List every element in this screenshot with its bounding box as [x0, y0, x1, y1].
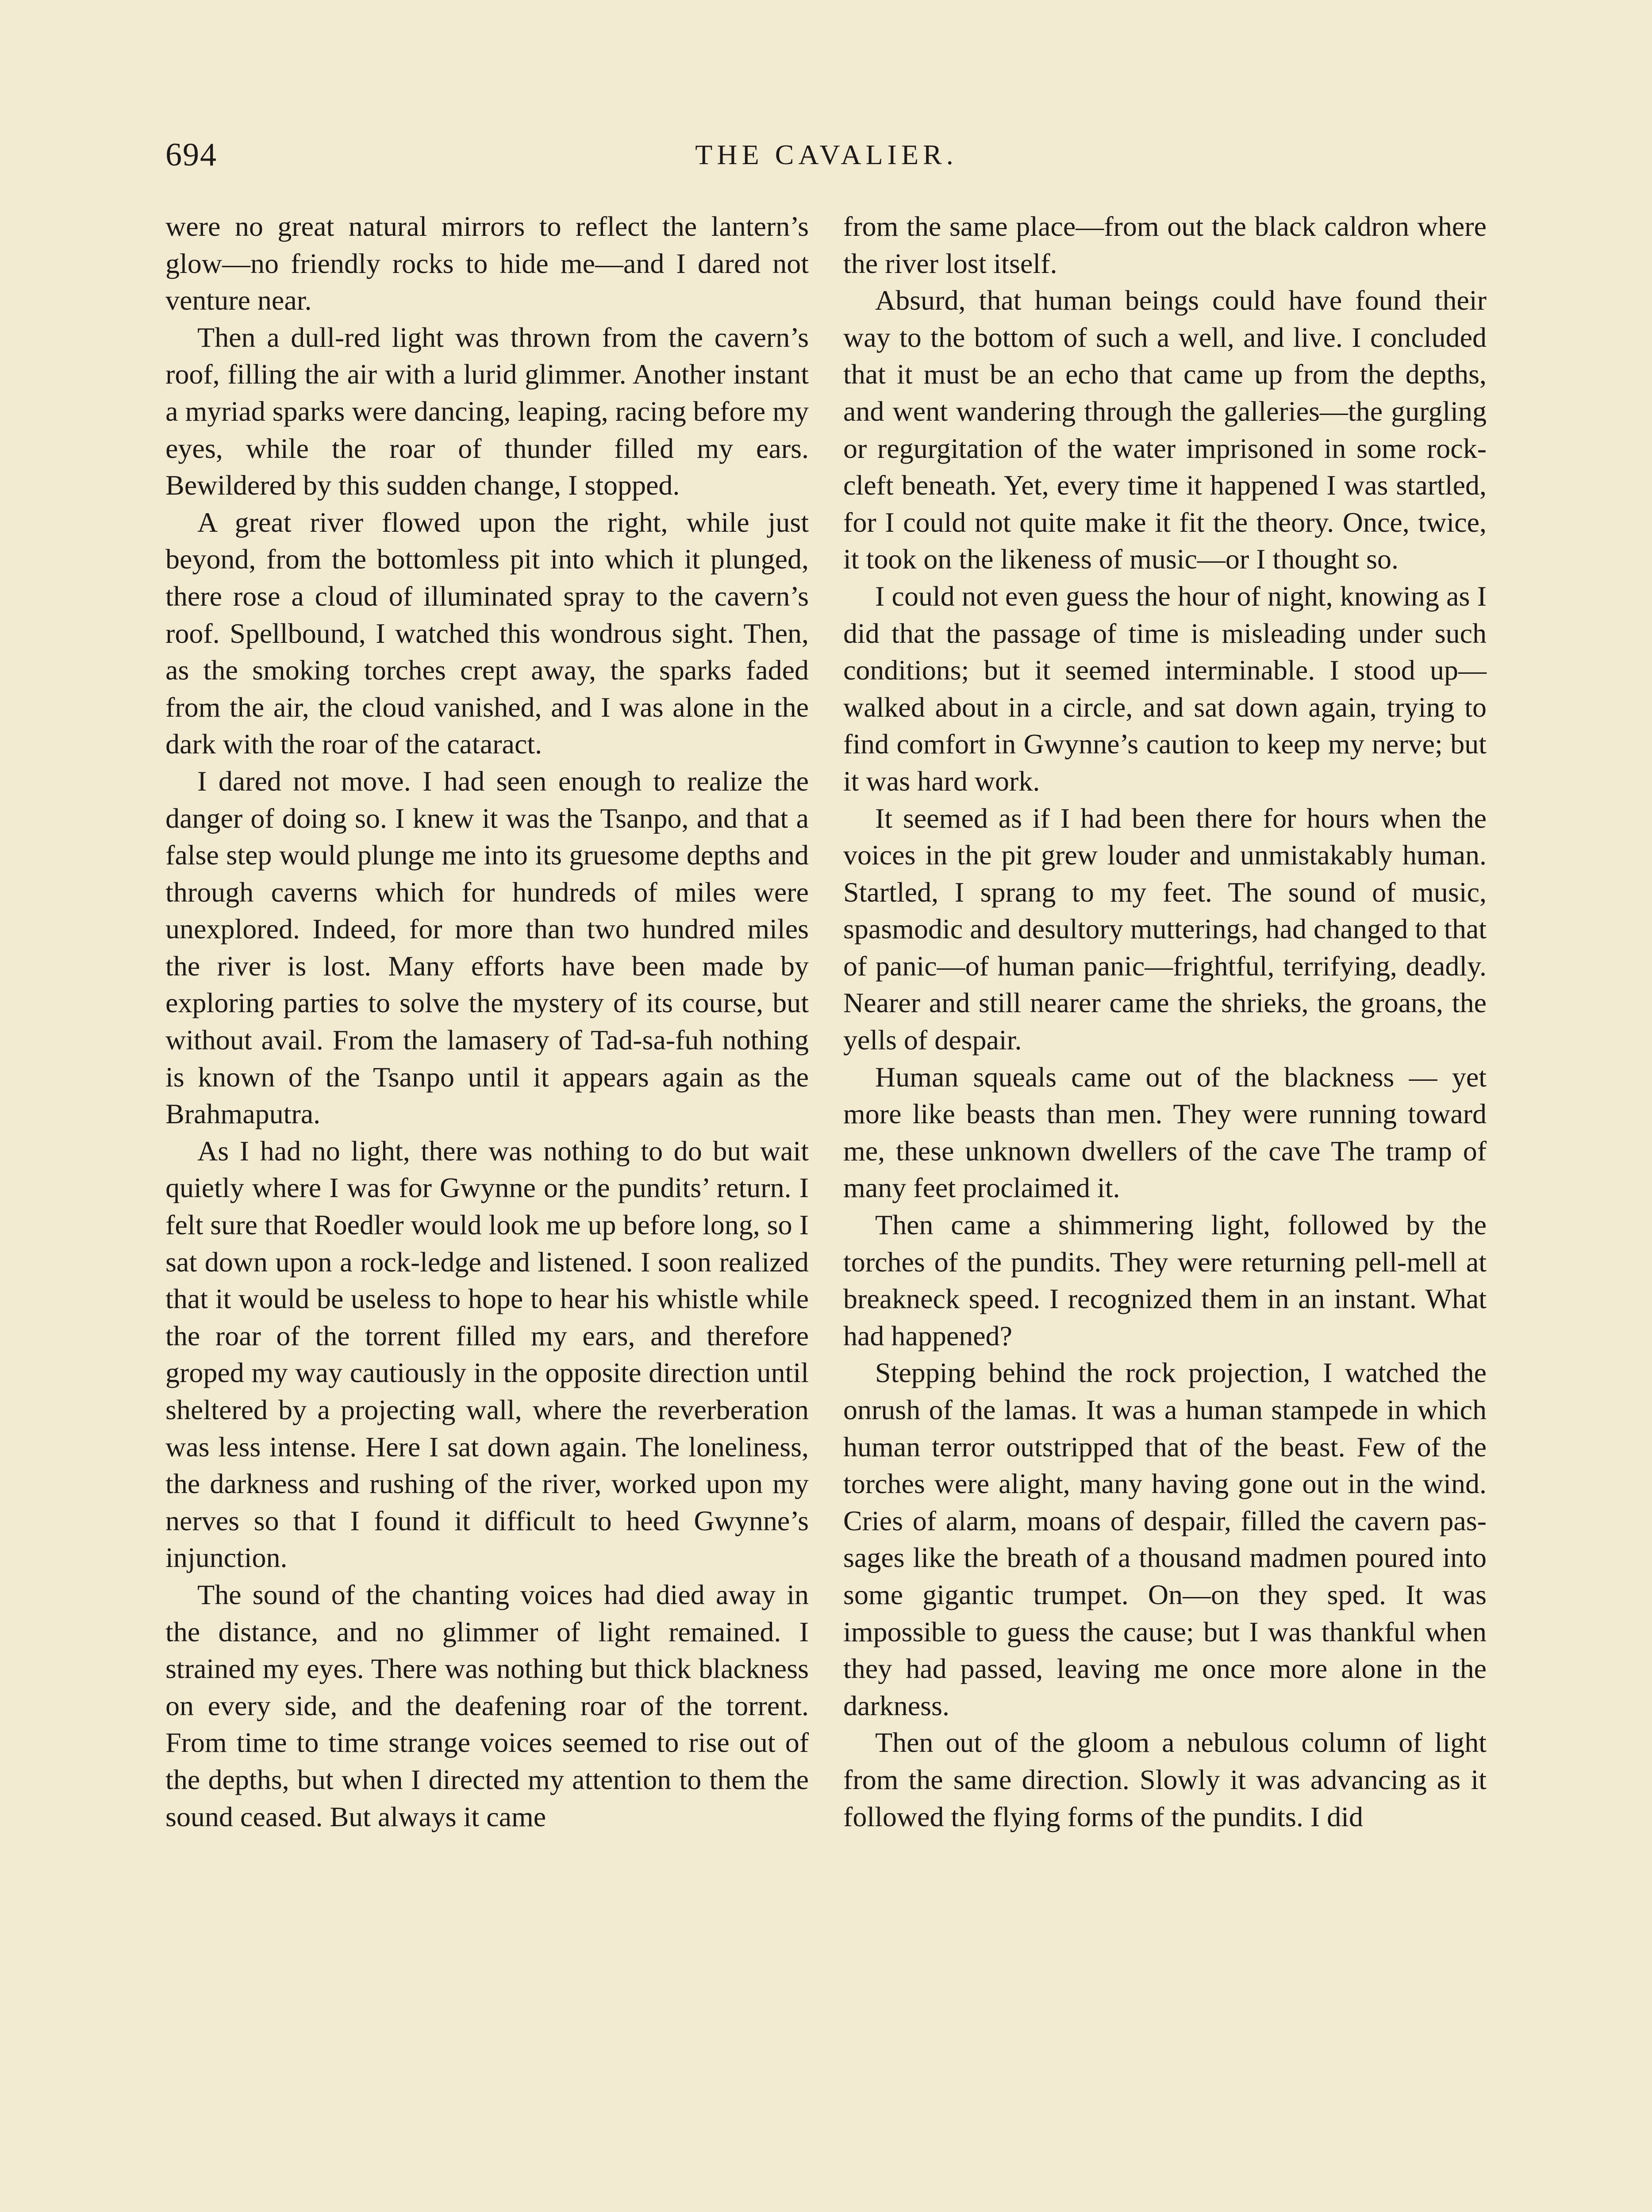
- page-header: [165, 133, 1487, 177]
- paragraph: A great river flowed upon the right, while just beyond, from the bottomless pit into which it plunged, there rose a cloud of illuminated spray to the cavern’s roof. Spellbound, I watched this wondrous sight. Then, as the smoking torches crept away, the sparks faded from the air, the cloud vanished, and I was alone in the dark with the roar of the cataract.: [165, 506, 809, 760]
- paragraph: Then came a shimmering light, followed by the torches of the pundits. They were returning pell-mell at breakneck speed. I recognized them in an instant. What had happened?: [843, 1209, 1487, 1352]
- paragraph: The sound of the chanting voices had died away in the distance, and no glimmer of light remained. I strained my eyes. There was nothing but thick blackness on every side, and the deafening roar of the torrent. From time to time strange voices seemed to rise out of the depths, but when I directed my attention to them the sound ceased. But always it came: [165, 1578, 809, 1832]
- right-column: [843, 208, 1487, 1835]
- running-title: THE CAVALIER.: [695, 139, 958, 170]
- paragraph: I could not even guess the hour of night, knowing as I did that the passage of time is misleading under such conditions; but it seemed interminable. I stood up—walked about in a circle, and sat down again, trying to find comfort in Gwynne’s caution to keep my nerve; but it was hard work.: [843, 580, 1487, 797]
- left-column: [165, 208, 809, 1835]
- paragraph: were no great natural mirrors to reflect the lantern’s glow—no friendly rocks to hide me—and I dared not venture near.: [165, 211, 809, 316]
- paragraph: from the same place—from out the black caldron where the river lost itself.: [843, 211, 1487, 279]
- paragraph: Then a dull-red light was thrown from the cavern’s roof, filling the air with a lurid glimmer. Another instant a myriad sparks were dancing, leaping, racing before my eyes, while the roar of thunder filled my ears. Bewildered by this sudden change, I stopped.: [165, 321, 809, 501]
- paragraph: I dared not move. I had seen enough to realize the danger of doing so. I knew it was the Tsanpo, and that a false step would plunge me into its gruesome depths and through caverns which for hundreds of miles were unexplored. Indeed, for more than two hundred miles the river is lost. Many efforts have been made by exploring parties to solve the mystery of its course, but without avail. From the lamasery of Tad-sa-fuh nothing is known of the Tsanpo until it appears again as the Brahmaputra.: [165, 765, 809, 1130]
- page-number: 694: [165, 137, 217, 173]
- paragraph: As I had no light, there was nothing to do but wait quietly where I was for Gwynne or the pundits’ return. I felt sure that Roedler would look me up before long, so I sat down upon a rock-ledge and listened. I soon realized that it would be useless to hope to hear his whistle while the roar of the torrent filled my ears, and therefore groped my way cautiously in the opposite direction until sheltered by a projecting wall, where the reverberation was less intense. Here I sat down again. The loneliness, the darkness and rushing of the river, worked upon my nerves so that I found it difficult to heed Gwynne’s injunction.: [165, 1135, 809, 1574]
- paragraph: Absurd, that human beings could have found their way to the bottom of such a well, and live. I concluded that it must be an echo that came up from the depths, and went wandering through the galleries—the gurgling or regurgitation of the water imprisoned in some rock-cleft beneath. Yet, every time it happened I was startled, for I could not quite make it fit the theory. Once, twice, it took on the likeness of music—or I thought so.: [843, 284, 1487, 575]
- paragraph: Stepping behind the rock projection, I watched the onrush of the lamas. It was a human stampede in which human terror outstripped that of the beast. Few of the torches were alight, many having gone out in the wind. Cries of alarm, moans of despair, filled the cavern passages like the breath of a thousand madmen poured into some gigantic trumpet. On—on they sped. It was impossible to guess the cause; but I was thankful when they had passed, leaving me once more alone in the darkness.: [843, 1357, 1487, 1721]
- paragraph: Human squeals came out of the blackness — yet more like beasts than men. They were running toward me, these unknown dwellers of the cave The tramp of many feet proclaimed it.: [843, 1061, 1487, 1204]
- paragraph: Then out of the gloom a nebulous column of light from the same direction. Slowly it was advancing as it followed the flying forms of the pundits. I did: [843, 1727, 1487, 1832]
- paragraph: It seemed as if I had been there for hours when the voices in the pit grew louder and unmistakably human. Startled, I sprang to my feet. The sound of music, spasmodic and desultory mutterings, had changed to that of panic—of human panic—frightful, terrifying, deadly. Nearer and still nearer came the shrieks, the groans, the yells of despair.: [843, 802, 1487, 1056]
